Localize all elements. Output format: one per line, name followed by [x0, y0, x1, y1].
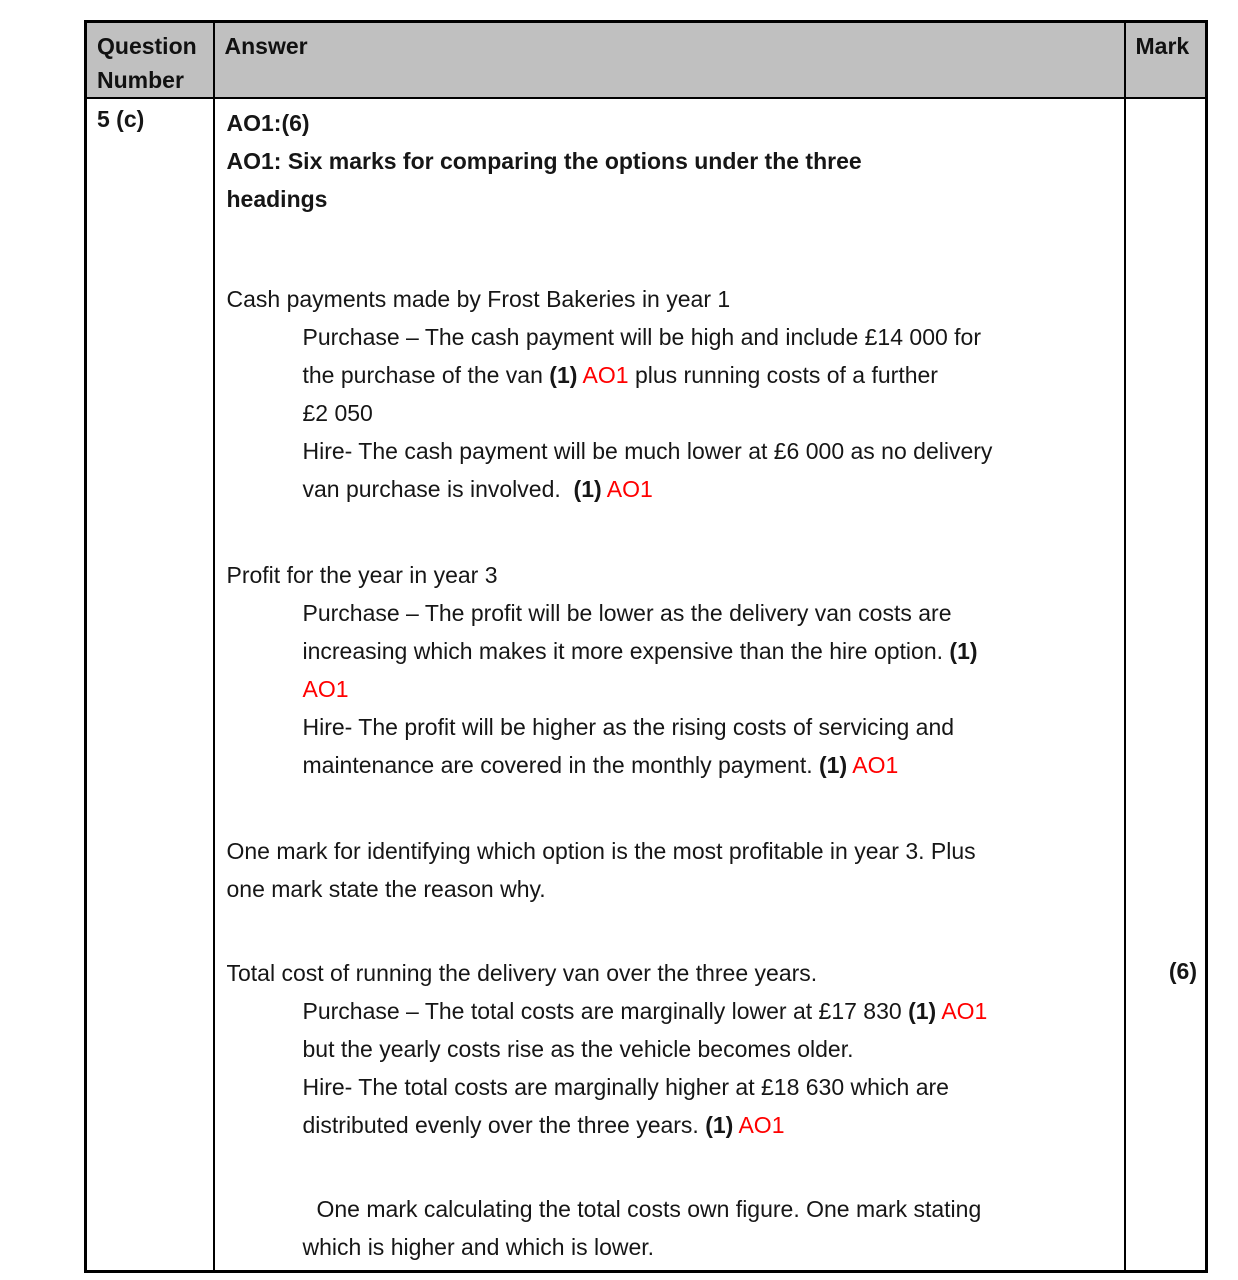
answer-line — [303, 632, 1124, 670]
mark-scheme-table — [84, 20, 1208, 1273]
answer-line — [303, 670, 1124, 708]
answer-line — [303, 1068, 1124, 1106]
answer-text: increasing which makes it more expensive than the hire option. — [302, 638, 950, 664]
answer-text: Total cost of running the delivery van over the three years. — [226, 960, 818, 986]
answer-line — [227, 954, 1124, 992]
answer-line — [303, 594, 1124, 632]
answer-line — [227, 870, 1124, 908]
answer-line — [227, 104, 1124, 142]
ao1-tag: AO1 — [582, 362, 629, 388]
header-row — [86, 22, 1207, 99]
answer-text: (1) — [949, 638, 978, 664]
answer-line — [303, 1030, 1124, 1068]
answer-text: £2 050 — [302, 400, 373, 426]
header-answer: Answer — [214, 22, 1125, 99]
answer-line — [227, 280, 1124, 318]
answer-text: Hire- The total costs are marginally higher at £18 630 which are — [302, 1074, 949, 1100]
answer-text: One mark calculating the total costs own figure. One mark stating — [316, 1196, 982, 1222]
answer-text: the purchase of the van — [302, 362, 550, 388]
answer-text: which is higher and which is lower. — [302, 1234, 655, 1260]
answer-text: headings — [226, 186, 328, 212]
answer-text: distributed evenly over the three years. — [302, 1112, 706, 1138]
answer-text: plus running costs of a further — [628, 362, 938, 388]
answer-line — [303, 1106, 1124, 1144]
answer-text: (1) — [908, 998, 937, 1024]
answer-text: Purchase – The total costs are marginally lower at £17 830 — [302, 998, 909, 1024]
answer-line — [317, 1190, 1124, 1228]
answer-text: (1) — [549, 362, 578, 388]
mark-cell — [1125, 98, 1207, 1272]
answer-line — [303, 708, 1124, 746]
ao1-tag: AO1 — [606, 476, 653, 502]
answer-text: Profit for the year in year 3 — [226, 562, 498, 588]
ao1-tag: AO1 — [941, 998, 988, 1024]
answer-line — [227, 142, 1124, 180]
answer-cell — [214, 98, 1125, 1272]
answer-line — [303, 992, 1124, 1030]
answer-text: one mark state the reason why. — [226, 876, 546, 902]
answer-text: Hire- The cash payment will be much lower at £6 000 as no delivery — [302, 438, 993, 464]
header-mark: Mark — [1125, 22, 1207, 99]
question-number-cell — [86, 98, 214, 1272]
ao1-tag: AO1 — [302, 676, 349, 702]
answer-text: One mark for identifying which option is the most profitable in year 3. Plus — [226, 838, 976, 864]
answer-line — [303, 1228, 1124, 1266]
answer-line — [303, 318, 1124, 356]
answer-text: Purchase – The cash payment will be high and include £14 000 for — [302, 324, 982, 350]
answer-line — [227, 180, 1124, 218]
header-question-number: Question Number — [86, 22, 214, 99]
answer-text: (1) — [819, 752, 848, 778]
ao1-tag: AO1 — [852, 752, 899, 778]
ao1-tag: AO1 — [738, 1112, 785, 1138]
answer-text: van purchase is involved. — [302, 476, 574, 502]
answer-text: Hire- The profit will be higher as the rising costs of servicing and — [302, 714, 955, 740]
answer-text: (1) — [705, 1112, 734, 1138]
answer-content — [227, 104, 1124, 1266]
answer-line — [227, 556, 1124, 594]
answer-text: maintenance are covered in the monthly payment. — [302, 752, 820, 778]
answer-text: Purchase – The profit will be lower as the delivery van costs are — [302, 600, 952, 626]
answer-row — [86, 98, 1207, 1272]
question-number: 5 (c) — [97, 106, 145, 132]
answer-line — [303, 356, 1124, 394]
answer-text: (1) — [573, 476, 602, 502]
answer-line — [303, 470, 1124, 508]
answer-line — [303, 394, 1124, 432]
answer-text: AO1:(6) — [226, 110, 310, 136]
mark-value: (6) — [1168, 958, 1197, 984]
answer-line — [303, 746, 1124, 784]
answer-line — [227, 832, 1124, 870]
answer-text: Cash payments made by Frost Bakeries in year 1 — [226, 286, 731, 312]
answer-text: AO1: Six marks for comparing the options under the three — [226, 148, 862, 174]
answer-line — [303, 432, 1124, 470]
answer-text: but the yearly costs rise as the vehicle becomes older. — [302, 1036, 854, 1062]
